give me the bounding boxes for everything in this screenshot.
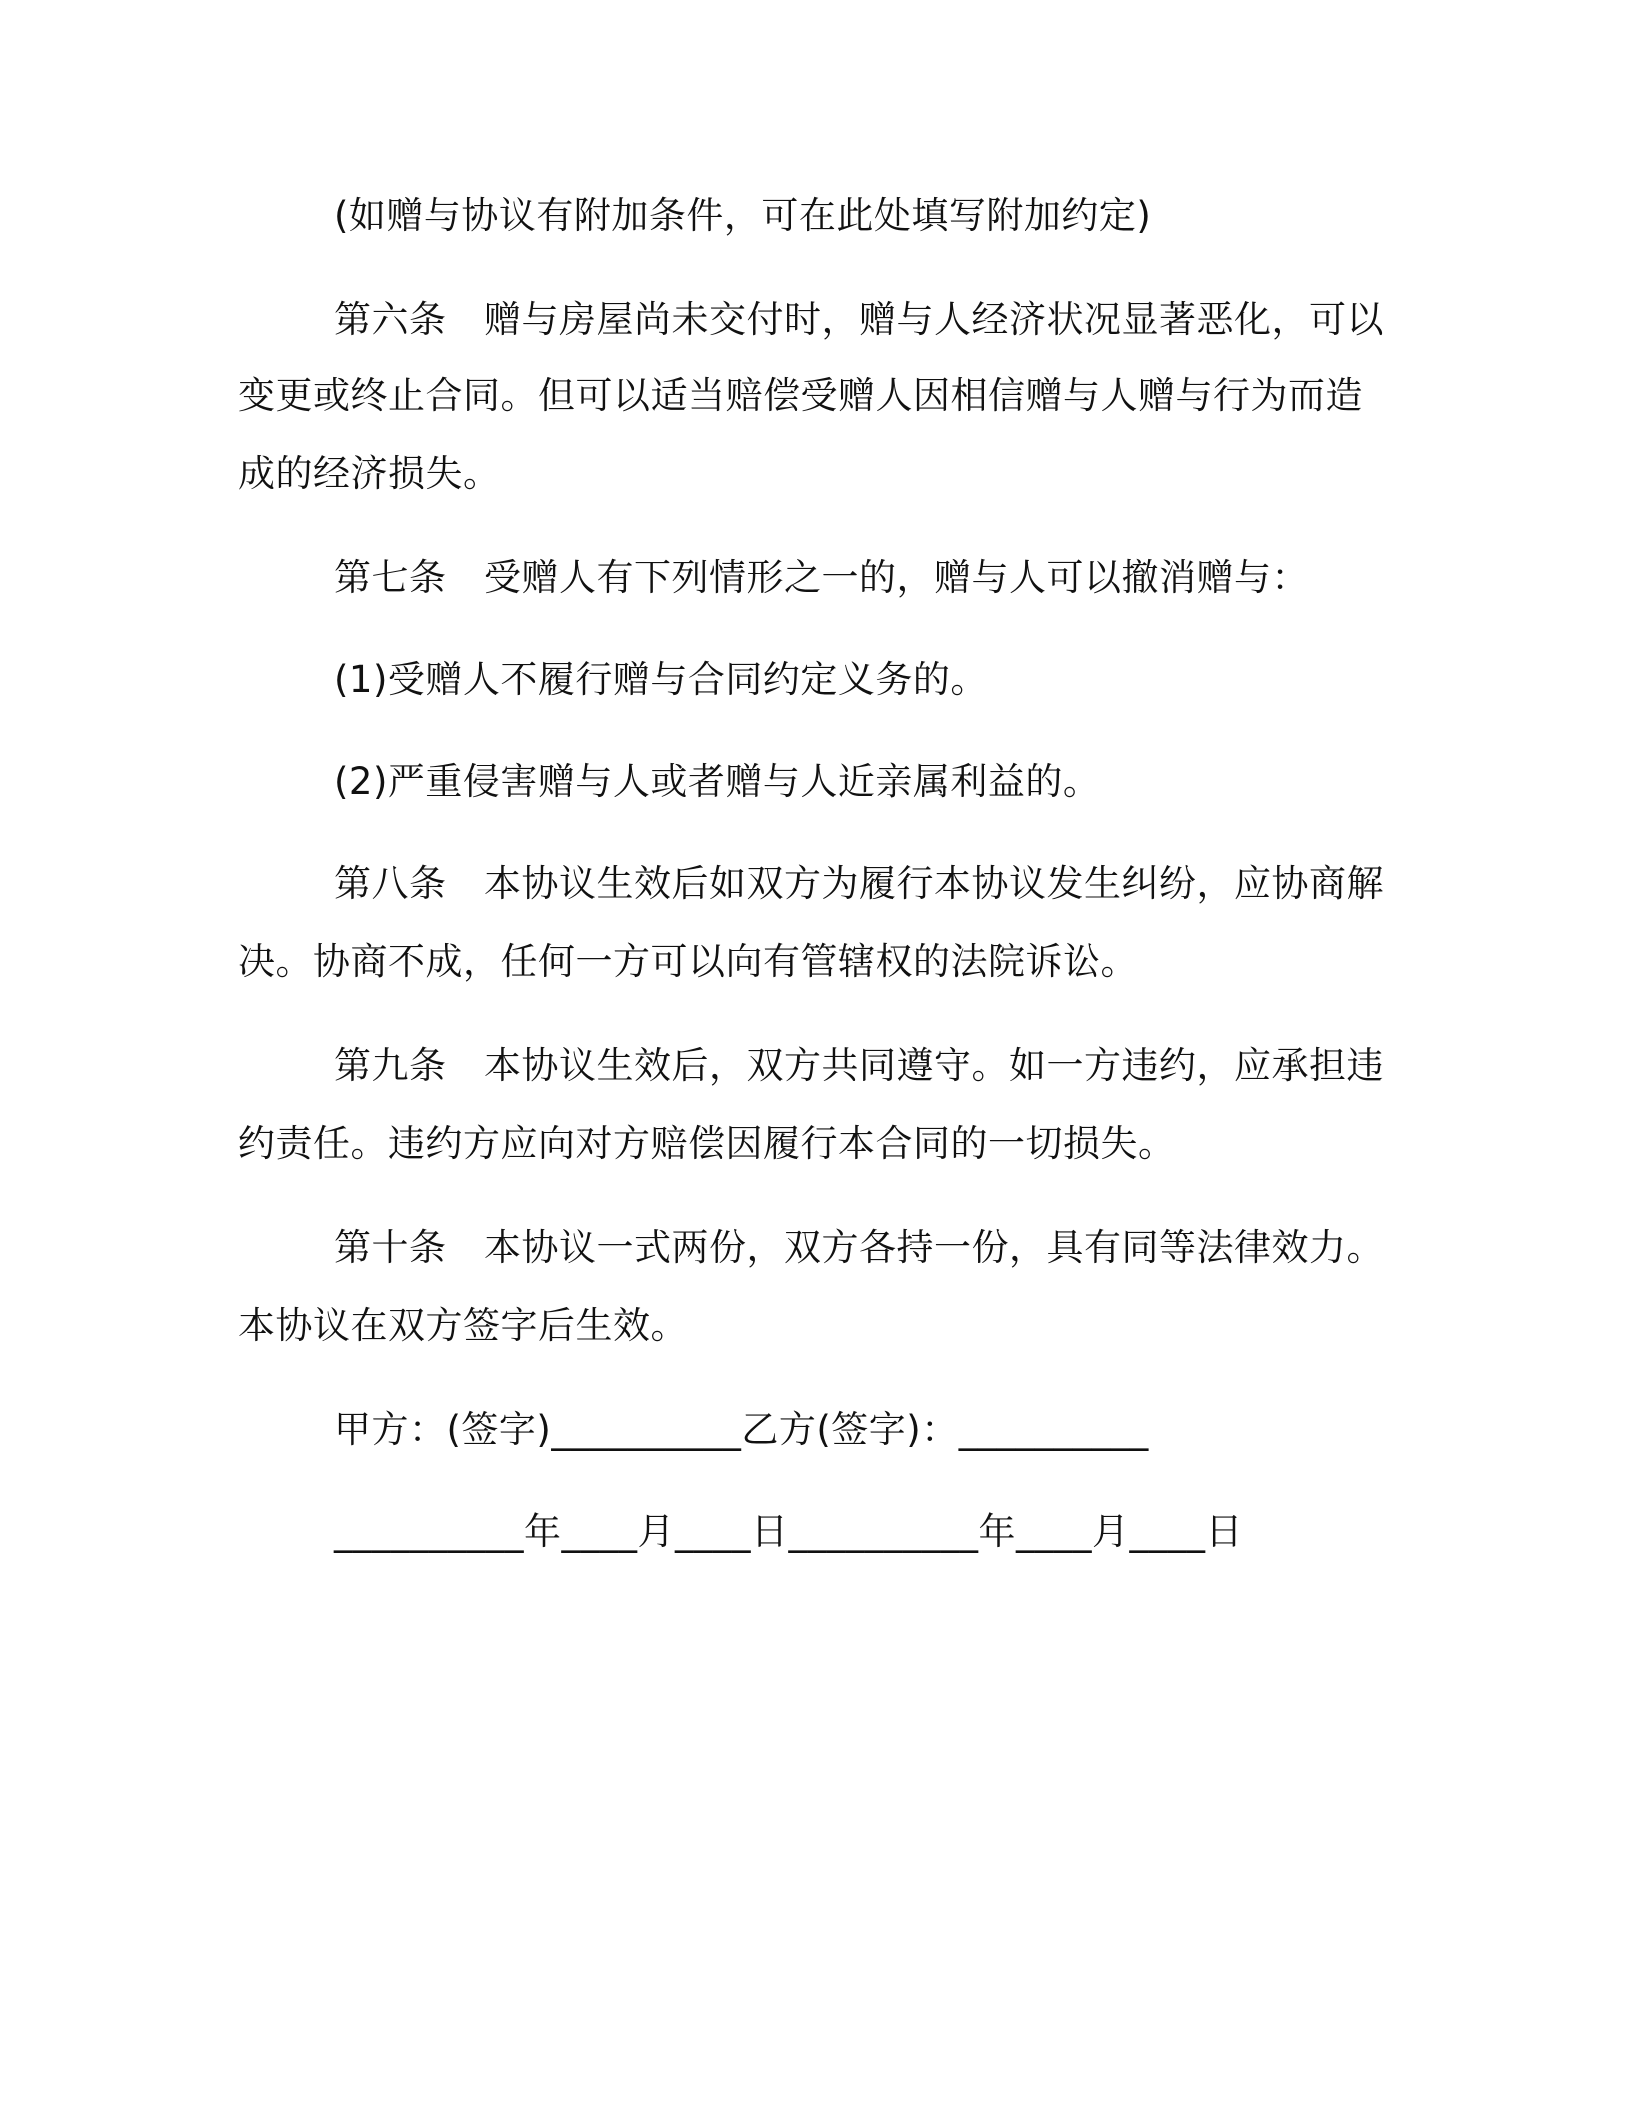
- signature-line: 甲方：(签字)__________乙方(签字)：__________: [334, 1408, 1149, 1451]
- article-9-line-2: 约责任。违约方应向对方赔偿因履行本合同的一切损失。: [238, 1122, 1176, 1165]
- article-6-line-1: 第六条 赠与房屋尚未交付时，赠与人经济状况显著恶化，可以: [334, 298, 1384, 341]
- supplementary-note: (如赠与协议有附加条件，可在此处填写附加约定): [334, 194, 1152, 237]
- article-10-line-1: 第十条 本协议一式两份，双方各持一份，具有同等法律效力。: [334, 1226, 1384, 1269]
- article-7-item-2: (2)严重侵害赠与人或者赠与人近亲属利益的。: [334, 760, 1101, 803]
- article-8-line-2: 决。协商不成，任何一方可以向有管辖权的法院诉讼。: [238, 940, 1138, 983]
- date-line: __________年____月____日__________年____月____日: [334, 1510, 1243, 1553]
- article-7-item-1: (1)受赠人不履行赠与合同约定义务的。: [334, 658, 988, 701]
- article-7-line-1: 第七条 受赠人有下列情形之一的，赠与人可以撤消赠与：: [334, 556, 1309, 599]
- article-6-line-2: 变更或终止合同。但可以适当赔偿受赠人因相信赠与人赠与行为而造: [238, 374, 1363, 417]
- article-8-line-1: 第八条 本协议生效后如双方为履行本协议发生纠纷，应协商解: [334, 862, 1384, 905]
- article-9-line-1: 第九条 本协议生效后，双方共同遵守。如一方违约，应承担违: [334, 1044, 1384, 1087]
- article-10-line-2: 本协议在双方签字后生效。: [238, 1304, 688, 1347]
- article-6-line-3: 成的经济损失。: [238, 452, 501, 495]
